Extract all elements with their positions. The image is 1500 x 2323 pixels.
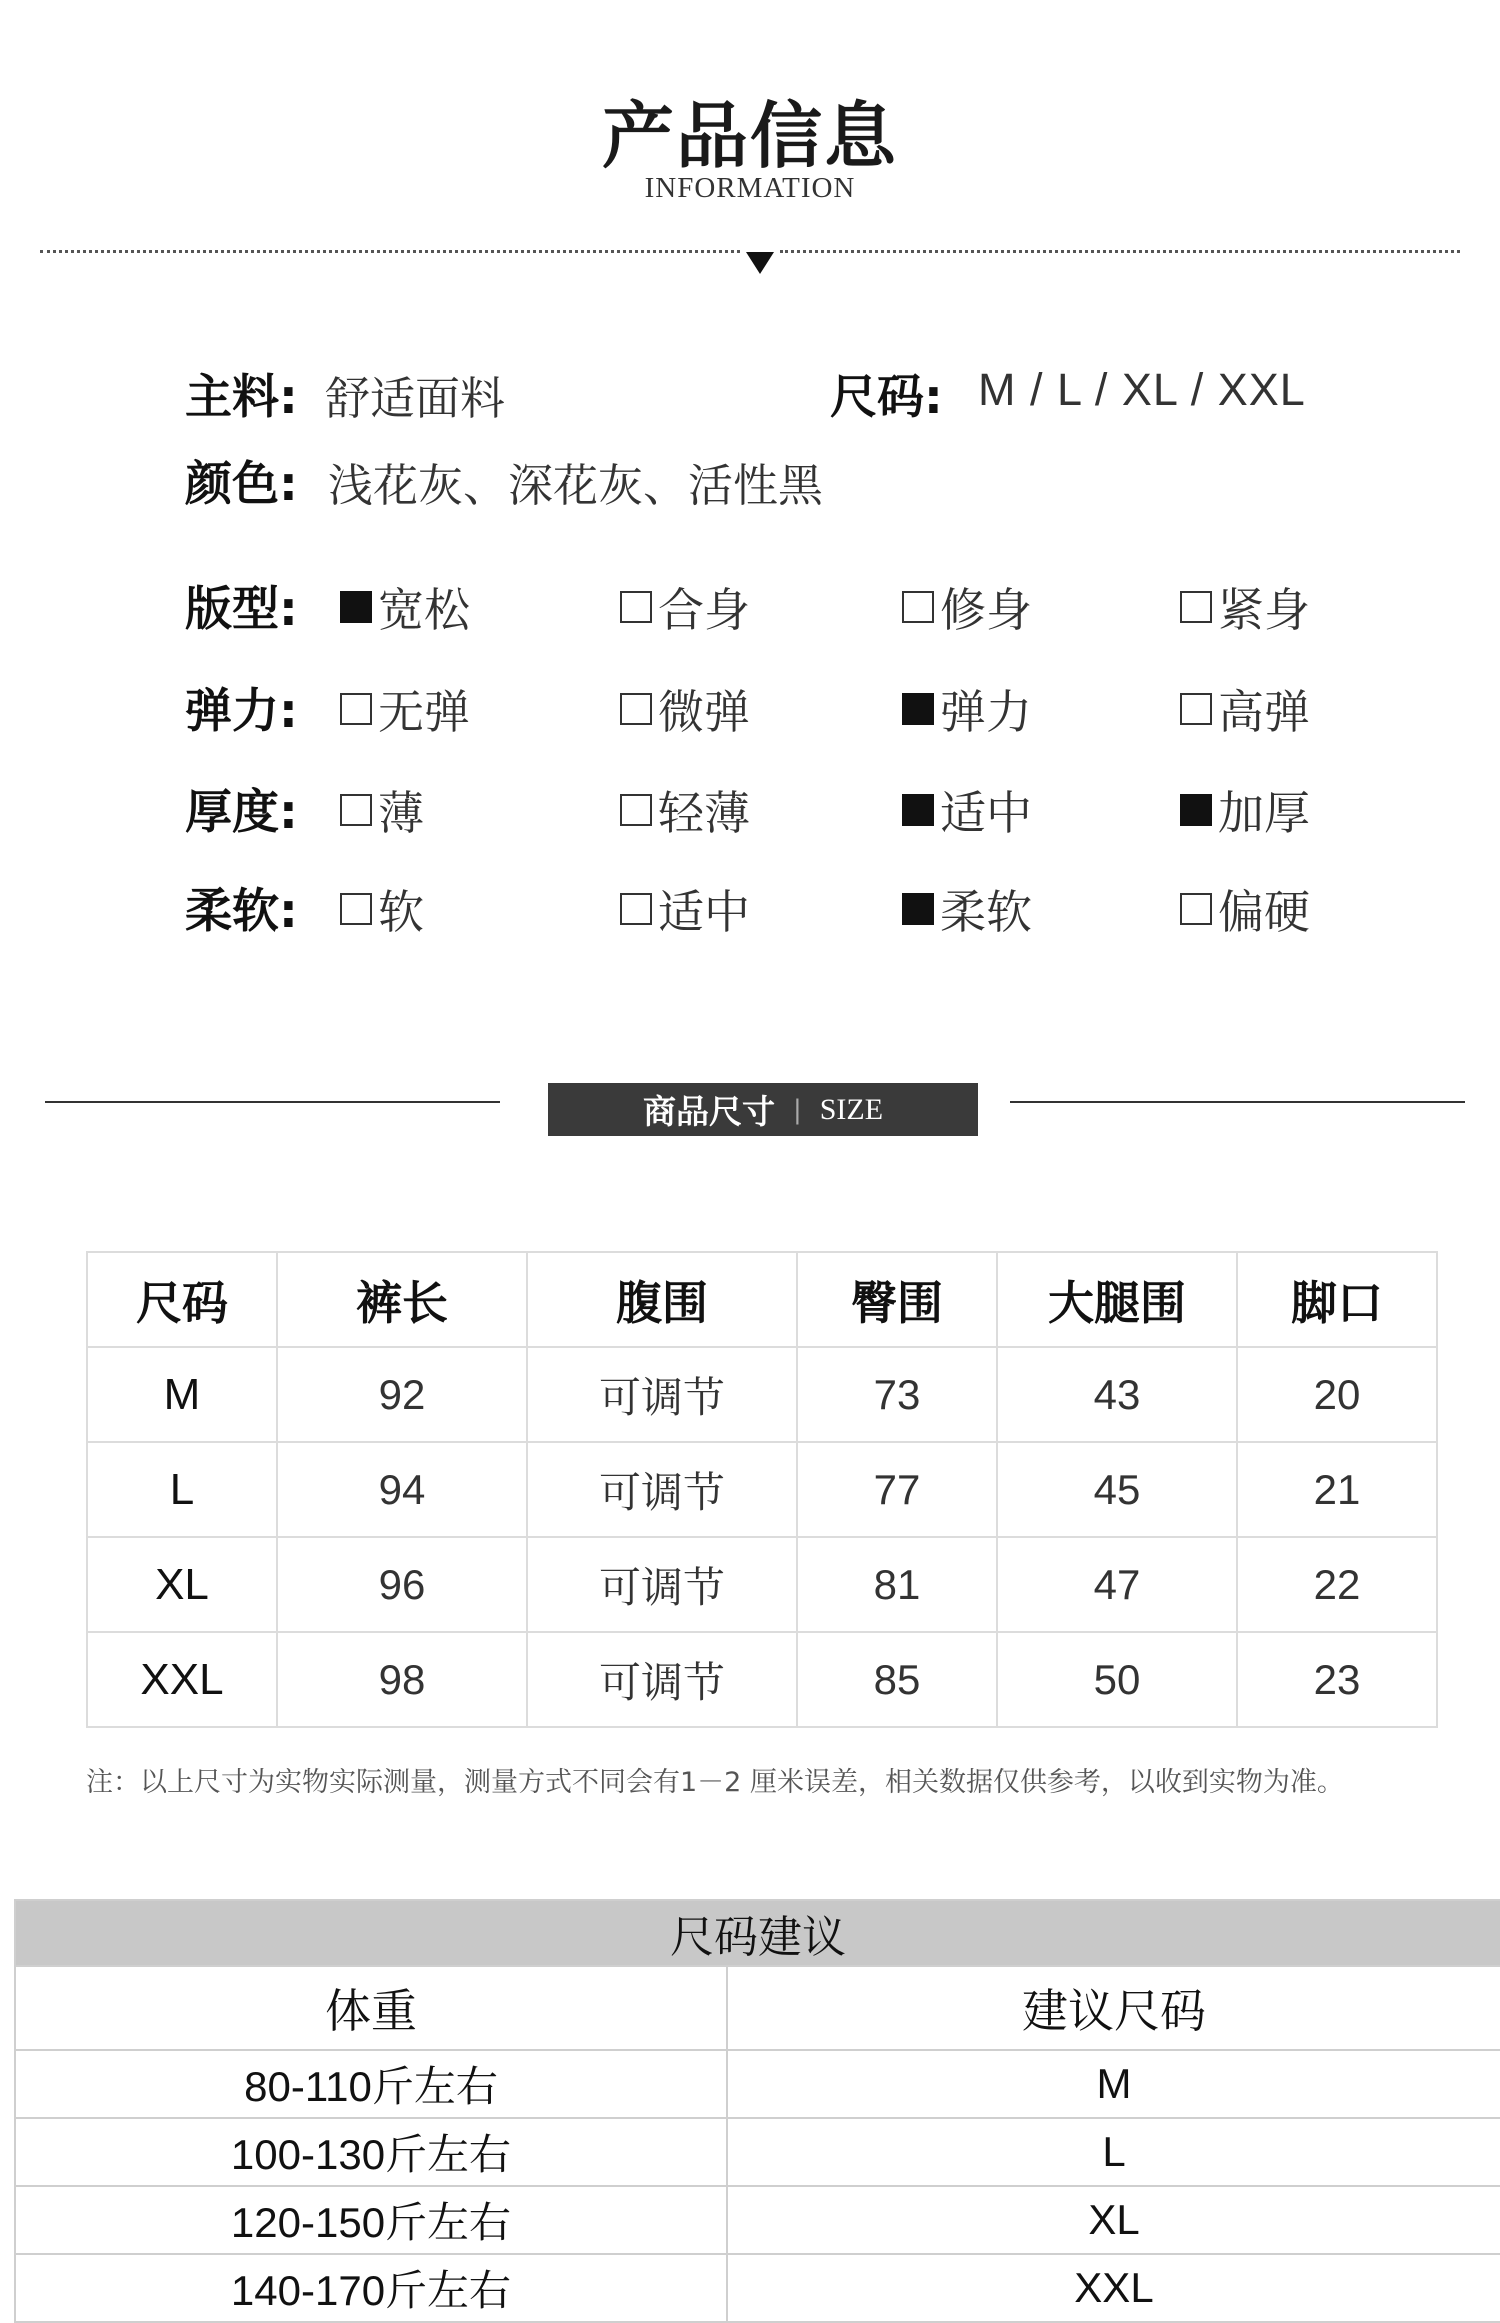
attribute-option-label: 无弹 (378, 685, 470, 739)
unchecked-box-icon (1180, 693, 1212, 725)
table-row (87, 1442, 1437, 1537)
table-cell: 96 (277, 1537, 527, 1632)
table-cell: 92 (277, 1347, 527, 1442)
unchecked-box-icon (340, 893, 372, 925)
header-cell: 体重 (15, 1966, 727, 2050)
table-cell: 85 (797, 1632, 997, 1727)
table-cell: 98 (277, 1632, 527, 1727)
unchecked-box-icon (620, 693, 652, 725)
header-cell: 臀围 (797, 1252, 997, 1347)
dotted-divider-left (40, 250, 740, 253)
table-cell: 50 (997, 1632, 1237, 1727)
unchecked-box-icon (1180, 591, 1212, 623)
size-table-header-row (87, 1252, 1437, 1347)
sizes-label: 尺码: (830, 370, 943, 425)
table-cell: 22 (1237, 1537, 1437, 1632)
attribute-option (620, 676, 750, 742)
measurement-note: 注：以上尺寸为实物实际测量，测量方式不同会有1－2 厘米误差，相关数据仅供参考，以收到实物为准。 (86, 1767, 1344, 1798)
table-cell: XXL (87, 1632, 277, 1727)
header-cell: 建议尺码 (727, 1966, 1500, 2050)
attribute-option-label: 修身 (940, 583, 1032, 637)
page-title: 产品信息 (601, 94, 898, 178)
attribute-label: 柔软: (185, 884, 298, 939)
dotted-divider-right (780, 250, 1460, 253)
attribute-option (340, 574, 470, 640)
unchecked-box-icon (620, 893, 652, 925)
attribute-label: 弹力: (185, 684, 298, 739)
color-value: 浅花灰、深花灰、活性黑 (328, 459, 824, 512)
size-section-tag (548, 1083, 978, 1136)
recommendation-title: 尺码建议 (15, 1900, 1500, 1966)
attribute-option (902, 777, 1032, 843)
attribute-option-label: 加厚 (1218, 786, 1310, 840)
size-tag-separator: | (792, 1094, 802, 1125)
unchecked-box-icon (1180, 893, 1212, 925)
attribute-option-label: 适中 (658, 885, 750, 939)
attribute-option-label: 弹力 (940, 685, 1032, 739)
attribute-option-label: 合身 (658, 583, 750, 637)
table-cell: 可调节 (527, 1347, 797, 1442)
table-cell: 43 (997, 1347, 1237, 1442)
table-cell: XL (727, 2186, 1500, 2254)
table-row (15, 2118, 1500, 2186)
table-cell: 47 (997, 1537, 1237, 1632)
header-cell: 尺码 (87, 1252, 277, 1347)
material-value: 舒适面料 (325, 372, 506, 425)
attribute-option (1180, 574, 1310, 640)
table-row (87, 1632, 1437, 1727)
table-row (15, 2050, 1500, 2118)
checked-box-icon (1180, 794, 1212, 826)
table-cell: L (727, 2118, 1500, 2186)
table-cell: 81 (797, 1537, 997, 1632)
size-tag-cn: 商品尺寸 (642, 1092, 775, 1131)
color-label: 颜色: (185, 457, 298, 512)
attribute-option-label: 轻薄 (658, 786, 750, 840)
attribute-option (1180, 777, 1310, 843)
attribute-option-label: 薄 (378, 786, 424, 840)
attribute-label: 厚度: (185, 785, 298, 840)
table-cell: M (727, 2050, 1500, 2118)
checked-box-icon (340, 591, 372, 623)
unchecked-box-icon (620, 591, 652, 623)
attribute-option-label: 柔软 (940, 885, 1032, 939)
table-cell: XL (87, 1537, 277, 1632)
header-cell: 大腿围 (997, 1252, 1237, 1347)
table-cell: 23 (1237, 1632, 1437, 1727)
table-row (15, 2186, 1500, 2254)
checked-box-icon (902, 893, 934, 925)
header-cell: 裤长 (277, 1252, 527, 1347)
attribute-option (902, 876, 1032, 942)
table-cell: 77 (797, 1442, 997, 1537)
page-subtitle: INFORMATION (644, 172, 856, 204)
table-cell: 120-150斤左右 (15, 2186, 727, 2254)
unchecked-box-icon (902, 591, 934, 623)
header-cell: 腹围 (527, 1252, 797, 1347)
attribute-option (340, 777, 424, 843)
attribute-option (620, 574, 750, 640)
table-row (87, 1537, 1437, 1632)
header-cell: 脚口 (1237, 1252, 1437, 1347)
attribute-option (1180, 676, 1310, 742)
table-cell: 100-130斤左右 (15, 2118, 727, 2186)
material-label: 主料: (185, 370, 298, 425)
attribute-option-label: 偏硬 (1218, 885, 1310, 939)
size-tag-en: SIZE (819, 1092, 884, 1126)
attribute-option (340, 876, 424, 942)
table-cell: 可调节 (527, 1632, 797, 1727)
table-cell: 94 (277, 1442, 527, 1537)
unchecked-box-icon (340, 794, 372, 826)
sizes-value: M / L / XL / XXL (978, 364, 1306, 415)
table-cell: 可调节 (527, 1442, 797, 1537)
attribute-option (902, 676, 1032, 742)
checked-box-icon (902, 794, 934, 826)
attribute-option-label: 微弹 (658, 685, 750, 739)
table-cell: L (87, 1442, 277, 1537)
table-row (87, 1347, 1437, 1442)
size-recommendation-table (14, 1899, 1500, 2323)
table-cell: XXL (727, 2254, 1500, 2322)
attribute-option-label: 高弹 (1218, 685, 1310, 739)
attribute-option (902, 574, 1032, 640)
attribute-option-label: 适中 (940, 786, 1032, 840)
table-cell: 45 (997, 1442, 1237, 1537)
table-cell: M (87, 1347, 277, 1442)
attribute-option-label: 紧身 (1218, 583, 1310, 637)
table-cell: 80-110斤左右 (15, 2050, 727, 2118)
table-cell: 可调节 (527, 1537, 797, 1632)
table-cell: 21 (1237, 1442, 1437, 1537)
attribute-option-label: 软 (378, 885, 424, 939)
unchecked-box-icon (620, 794, 652, 826)
triangle-down-icon (746, 252, 774, 274)
attribute-option (340, 676, 470, 742)
table-cell: 140-170斤左右 (15, 2254, 727, 2322)
table-cell: 20 (1237, 1347, 1437, 1442)
table-cell: 73 (797, 1347, 997, 1442)
divider-line-left (45, 1101, 500, 1103)
table-row (15, 2254, 1500, 2322)
attribute-option (620, 777, 750, 843)
attribute-option (620, 876, 750, 942)
attribute-option (1180, 876, 1310, 942)
divider-line-right (1010, 1101, 1465, 1103)
attribute-label: 版型: (185, 582, 298, 637)
attribute-option-label: 宽松 (378, 583, 470, 637)
unchecked-box-icon (340, 693, 372, 725)
checked-box-icon (902, 693, 934, 725)
size-table (86, 1251, 1438, 1728)
